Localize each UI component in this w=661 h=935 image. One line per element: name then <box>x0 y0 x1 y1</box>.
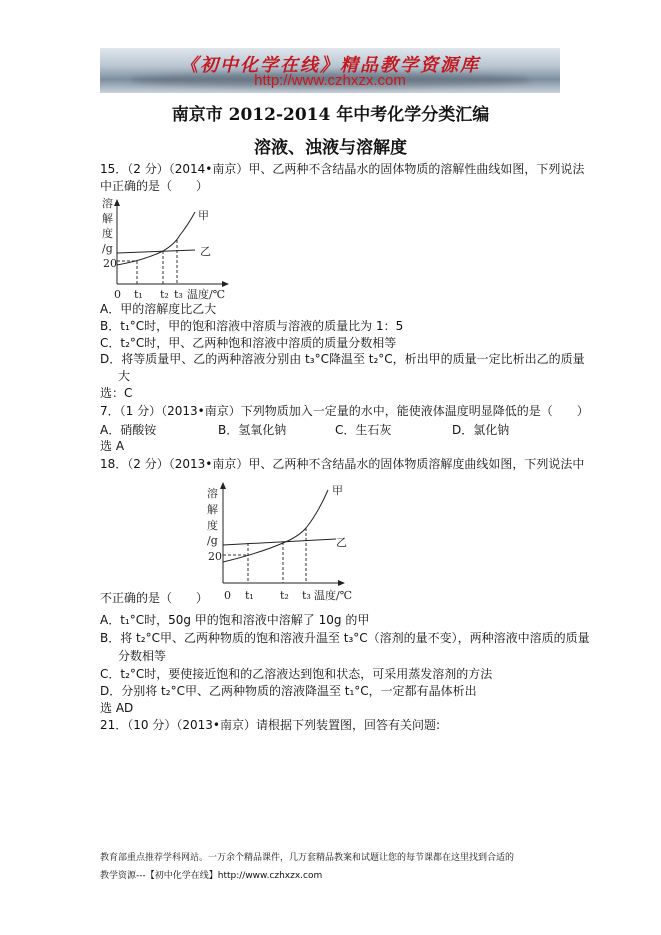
q18-option-a: A．t₁°C时，50g 甲的饱和溶液中溶解了 10g 的甲 <box>100 613 370 627</box>
q18-option-b-cont: 分数相等 <box>118 649 167 663</box>
y-axis-arrow-icon <box>220 482 226 489</box>
q7-stem: 7．（1 分）（2013•南京）下列物质加入一定量的水中，能使液体温度明显降低的是（ ） <box>100 404 589 418</box>
q7-option-c: C．生石灰 <box>335 423 392 437</box>
x-axis-label: 温度/℃ <box>314 589 353 602</box>
q18-stem-cont: 不正确的是（ ） <box>100 591 209 605</box>
x-tick-t1: t₁ <box>134 288 143 301</box>
q7-option-b: B．氢氧化钠 <box>218 423 287 437</box>
y-label-3: 度 <box>102 227 113 240</box>
y-label-2: 解 <box>102 212 113 225</box>
series-label-yi: 乙 <box>336 536 347 549</box>
x-axis-label: 温度/℃ <box>187 288 226 301</box>
q15-stem-cont: 中正确的是（ ） <box>100 179 209 193</box>
x-tick-0: 0 <box>114 288 121 301</box>
curve-jia <box>117 212 195 265</box>
y-label-4: /g <box>207 534 218 547</box>
x-axis-arrow-icon <box>338 580 345 586</box>
y-label-1: 溶 <box>207 487 218 500</box>
x-axis-arrow-icon <box>222 281 229 287</box>
banner-url[interactable]: http://www.czhxzx.com <box>254 72 406 89</box>
q18-stem: 18．（2 分）（2013•南京）甲、乙两种不含结晶水的固体物质溶解度曲线如图，下列说法中 <box>100 457 585 471</box>
document-title: 南京市 2012-2014 年中考化学分类汇编 <box>171 105 490 125</box>
q15-option-c: C．t₂°C时，甲、乙两种饱和溶液中溶质的质量分数相等 <box>100 336 397 350</box>
q18-option-d: D．分别将 t₂°C甲、乙两种物质的溶液降温至 t₁°C，一定都有晶体析出 <box>100 684 477 698</box>
banner-title: 《初中化学在线》精品教学资源库 <box>180 55 480 76</box>
y-label-4: /g <box>102 242 113 255</box>
q21-stem: 21．（10 分）（2013•南京）请根据下列装置图，回答有关问题: <box>100 718 441 732</box>
footer-line-1: 教育部重点推荐学科网站。一万余个精品课件，几万套精品教案和试题让您的每节课都在这里找到合适的 <box>100 853 515 863</box>
y-tick-20: 20 <box>103 257 117 270</box>
x-tick-t3: t₃ <box>174 288 183 301</box>
q18-answer: 选 AD <box>100 701 134 715</box>
y-label-2: 解 <box>207 503 218 516</box>
q15-answer: 选：C <box>100 386 133 400</box>
x-tick-t2: t₂ <box>160 288 169 301</box>
q15-option-b: B．t₁°C时，甲的饱和溶液中溶质与溶液的质量比为 1：5 <box>100 319 404 333</box>
q7-option-d: D．氯化钠 <box>452 423 510 437</box>
x-tick-t2: t₂ <box>280 589 289 602</box>
q7-option-a: A．硝酸铵 <box>100 423 157 437</box>
q15-option-d: D．将等质量甲、乙的两种溶液分别由 t₃°C降温至 t₂°C，析出甲的质量一定比析出乙的质量 <box>100 352 585 366</box>
curve-jia <box>223 490 328 562</box>
document-subtitle: 溶液、浊液与溶解度 <box>254 138 407 158</box>
series-label-jia: 甲 <box>332 484 343 497</box>
x-tick-t3: t₃ <box>302 589 311 602</box>
q15-stem: 15．（2 分）（2014•南京）甲、乙两种不含结晶水的固体物质的溶解性曲线如图，下列说法 <box>100 162 585 176</box>
y-label-3: 度 <box>207 519 218 532</box>
q15-solubility-chart <box>100 190 240 305</box>
series-label-jia: 甲 <box>198 209 209 222</box>
q15-option-d-cont: 大 <box>118 369 131 383</box>
q18-option-c: C．t₂°C时，要使接近饱和的乙溶液达到饱和状态，可采用蒸发溶剂的方法 <box>100 667 493 681</box>
q7-answer: 选 A <box>100 439 125 453</box>
x-tick-t1: t₁ <box>245 589 254 602</box>
y-tick-20: 20 <box>208 550 222 563</box>
curve-yi <box>117 250 195 253</box>
y-axis-arrow-icon <box>114 199 120 206</box>
series-label-yi: 乙 <box>200 245 211 258</box>
x-tick-0: 0 <box>224 589 231 602</box>
q18-solubility-chart <box>190 475 390 605</box>
site-banner <box>100 48 560 93</box>
footer-line-2: 教学资源---【初中化学在线】http://www.czhxzx.com <box>100 871 323 881</box>
y-label-1: 溶 <box>102 197 113 210</box>
q18-option-b: B．将 t₂°C甲、乙两种物质的饱和溶液升温至 t₃°C（溶剂的量不变），两种溶液中溶质的质量 <box>100 631 590 645</box>
q15-option-a: A．甲的溶解度比乙大 <box>100 302 217 316</box>
